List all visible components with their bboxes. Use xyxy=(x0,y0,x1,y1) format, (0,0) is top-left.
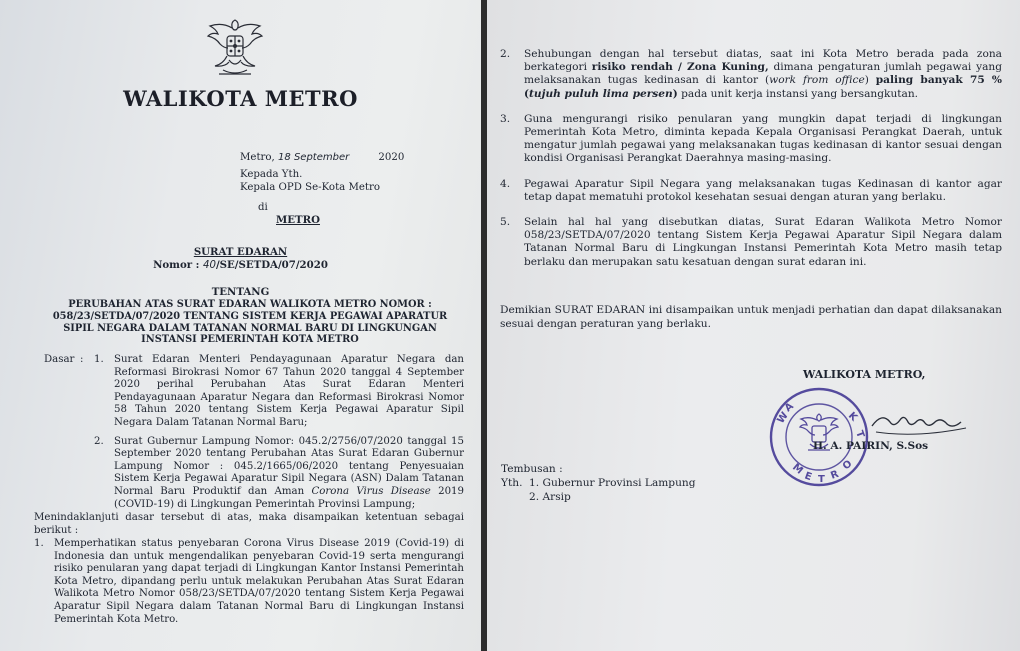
list-item: 2. Sehubungan dengan hal tersebut diatas, saat ini Kota Metro berada pada zona berkategori risiko rendah / Zona Kuning, dimana pengaturan jumlah pegawai yang melaksanakan tugas kedinasan di kantor (work from office) paling banyak 75 % (tujuh puluh lima persen) pada unit kerja instansi yang bersangkutan. xyxy=(500,48,1003,100)
svg-text:E: E xyxy=(802,470,814,484)
list-item: 1. Memperhatikan status penyebaran Corona Virus Disease 2019 (Covid-19) di Indonesia dan untuk mengendalikan penyebaran Covid-19 serta mengurangi risiko penularan yang dapat terjadi di Lingkungan Kantor Instansi Pemerintah Kota Metro, dipandang perlu untuk melakukan Perubahan Atas Surat Edaran Walikota Metro Nomor 058/23/SETDA/07/2020 tentang Sistem Kerja Pegawai Aparatur Sipil Negara dalam Tatanan Normal Baru di Lingkungan Instansi Pemerintah Kota Metro. xyxy=(34,538,464,625)
location-name: METRO xyxy=(276,214,320,226)
provisions-list-continued xyxy=(500,48,1002,281)
svg-text:T: T xyxy=(853,429,866,440)
svg-text:T: T xyxy=(818,474,825,485)
list-item: 2. Arsip xyxy=(529,491,571,503)
provisions-list xyxy=(34,538,464,626)
list-item: 3. Guna mengurangi risiko penularan yang mungkin dapat terjadi di lingkungan Pemerintah Kota Metro, diminta kepada Kepala Organisasi Perangkat Daerah, untuk mengatur jumlah pegawai yang melaksanakan tugas kedinasan di kantor sesuai dengan kondisi Organisasi Perangkat Daerahnya masing-masing. xyxy=(500,112,1002,165)
official-seal-icon xyxy=(766,384,872,490)
circular-title: SURAT EDARAN xyxy=(193,246,288,258)
signatory-name: H. A. PAIRIN, S.Sos xyxy=(813,440,929,452)
about-heading: TENTANG xyxy=(211,286,270,298)
svg-text:R: R xyxy=(829,468,841,482)
letter-date: Metro, 18 September 2020 xyxy=(240,152,405,163)
handwritten-number: 40 xyxy=(202,260,216,271)
basis-colon: : xyxy=(80,354,84,365)
location-label: di xyxy=(258,202,268,213)
document-title: WALIKOTA METRO xyxy=(123,86,358,111)
list-item: 5. Selain hal hal yang disebutkan diatas, Surat Edaran Walikota Metro Nomor 058/23/SETDA/07/2020 tentang Sistem Kerja Pegawai Aparatur Sipil Negara dalam Tatanan Normal Baru di Lingkungan Instansi Pemerintah Kota Metro masih tetap berlaku dan merupakan satu kesatuan dengan surat edaran ini. xyxy=(500,216,1002,268)
svg-text:W: W xyxy=(775,410,791,426)
svg-text:K: K xyxy=(845,410,860,424)
basis-list xyxy=(94,354,464,517)
subject-text: PERUBAHAN ATAS SURAT EDARAN WALIKOTA METRO NOMOR : 058/23/SETDA/07/2020 TENTANG SISTEM KERJA PEGAWAI APARATUR SIPIL NEGARA DALAM TATANAN NORMAL BARU DI LINGKUNGAN INSTANSI PEMERINTAH KOTA METRO xyxy=(52,299,448,346)
recipient-name: Kepala OPD Se-Kota Metro xyxy=(240,182,381,193)
basis-label: Dasar xyxy=(44,354,75,365)
copies-label: Tembusan : xyxy=(501,463,563,475)
handwritten-signature-icon xyxy=(866,402,976,442)
svg-text:A: A xyxy=(782,400,796,415)
svg-text:O: O xyxy=(840,458,855,473)
garuda-emblem-icon xyxy=(205,14,265,84)
list-item: Yth. 1. Gubernur Provinsi Lampung xyxy=(501,477,696,489)
follow-up-text: Menindaklanjuti dasar tersebut di atas, maka disampaikan ketentuan sebagai berikut : xyxy=(34,512,464,536)
copies-list xyxy=(501,476,696,504)
recipient-label: Kepada Yth. xyxy=(240,169,303,180)
signatory-title: WALIKOTA METRO, xyxy=(803,368,926,381)
svg-text:M: M xyxy=(790,461,805,477)
list-item: 2. Surat Gubernur Lampung Nomor: 045.2/2756/07/2020 tanggal 15 September 2020 tentang Perubahan Atas Surat Edaran Gubernur Lampung Nomor : 045.2/1665/06/2020 tentang Penyesuaian Sistem Kerja Pegawai Aparatur Sipil Negara (ASN) Dalam Tatanan Normal Baru Produktif dan Aman Corona Virus Disease 2019 (COVID-19) di Lingkungan Pemerintah Provinsi Lampung; xyxy=(94,435,465,510)
list-item: 1. Surat Edaran Menteri Pendayagunaan Aparatur Negara dan Reformasi Birokrasi Nomor 67 Tahun 2020 tanggal 4 September 2020 perihal Perubahan Atas Surat Edaran Menteri Pendayagunaan Aparatur Negara dan Reformasi Birokrasi Nomor 58 Tahun 2020 tentang Sistem Kerja Pegawai Aparatur Sipil Negara Dalam Tatanan Normal Baru; xyxy=(94,354,464,428)
circular-number: Nomor : 40/SE/SETDA/07/2020 xyxy=(153,259,328,271)
closing-text: Demikian SURAT EDARAN ini disampaikan untuk menjadi perhatian dan dapat dilaksanakan sesuai dengan peraturan yang berlaku. xyxy=(500,304,1002,330)
list-item: 4. Pegawai Aparatur Sipil Negara yang melaksanakan tugas Kedinasan di kantor agar tetap dapat mematuhi protokol kesehatan sesuai dengan aturan yang berlaku. xyxy=(500,177,1002,203)
handwritten-date: 18 September xyxy=(278,152,350,163)
page-one xyxy=(0,0,481,651)
